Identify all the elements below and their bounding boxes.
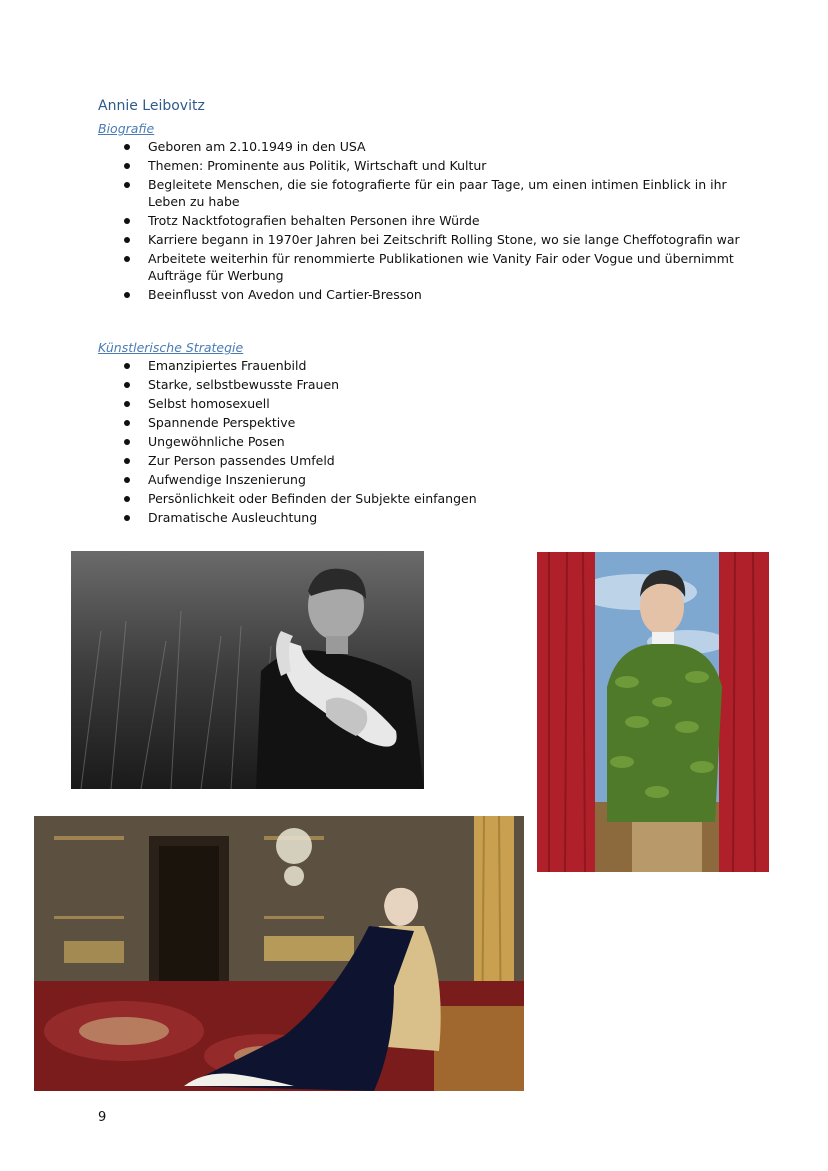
list-item: Themen: Prominente aus Politik, Wirtschaft und Kultur: [120, 157, 740, 174]
list-item: Geboren am 2.10.1949 in den USA: [120, 138, 740, 155]
portrait-leaf-jacket-photo: [537, 552, 769, 872]
portrait-palace-photo: [34, 816, 524, 1091]
list-item: Spannende Perspektive: [120, 414, 740, 431]
biografie-heading: Biografie: [98, 121, 155, 136]
list-item: Arbeitete weiterhin für renommierte Publikationen wie Vanity Fair oder Vogue und übernimmt Aufträge für Werbung: [120, 250, 740, 284]
strategie-heading: Künstlerische Strategie: [98, 340, 244, 355]
list-item: Beeinflusst von Avedon und Cartier-Bresson: [120, 286, 740, 303]
list-item: Trotz Nacktfotografien behalten Personen ihre Würde: [120, 212, 740, 229]
list-item: Karriere begann in 1970er Jahren bei Zeitschrift Rolling Stone, wo sie lange Cheffotografin war: [120, 231, 740, 248]
list-item: Starke, selbstbewusste Frauen: [120, 376, 740, 393]
list-item: Ungewöhnliche Posen: [120, 433, 740, 450]
list-item: Aufwendige Inszenierung: [120, 471, 740, 488]
list-item: Selbst homosexuell: [120, 395, 740, 412]
biografie-list: [120, 138, 740, 305]
list-item: Persönlichkeit oder Befinden der Subjekte einfangen: [120, 490, 740, 507]
portrait-swan-photo: [71, 551, 424, 789]
document-title: Annie Leibovitz: [98, 98, 205, 114]
list-item: Begleitete Menschen, die sie fotografierte für ein paar Tage, um einen intimen Einblick in ihr Leben zu habe: [120, 176, 740, 210]
list-item: Zur Person passendes Umfeld: [120, 452, 740, 469]
list-item: Dramatische Ausleuchtung: [120, 509, 740, 526]
strategie-list: [120, 357, 740, 528]
page-number: 9: [98, 1110, 107, 1125]
list-item: Emanzipiertes Frauenbild: [120, 357, 740, 374]
